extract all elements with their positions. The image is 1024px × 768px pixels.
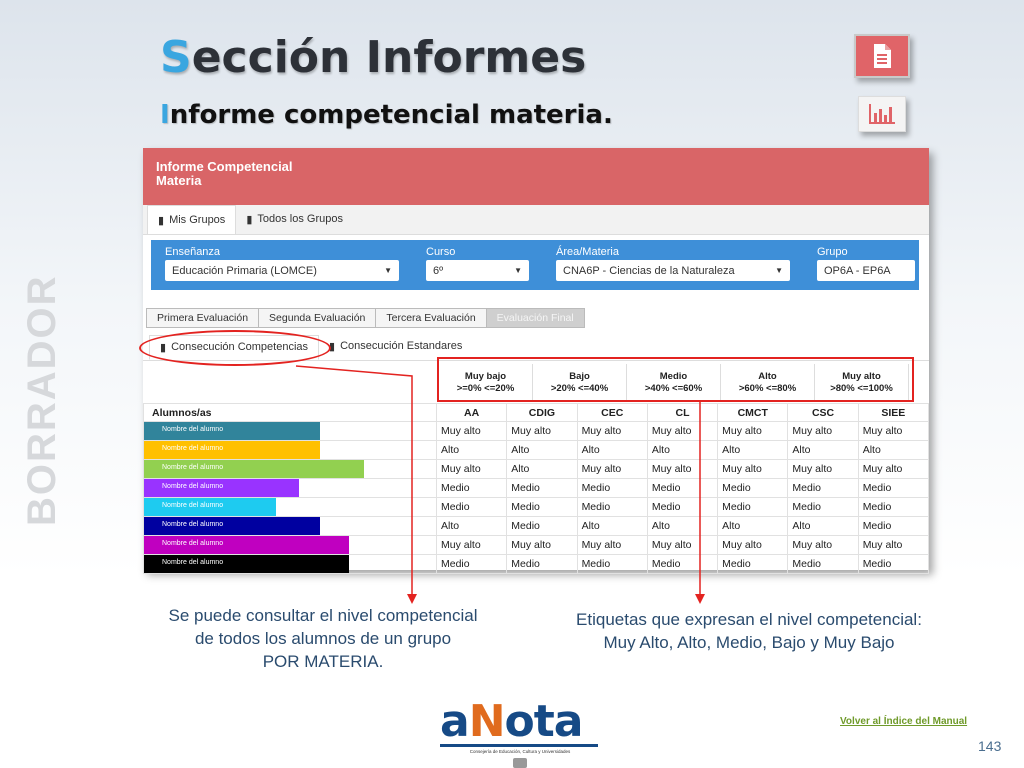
level-cell: Muy alto	[437, 460, 507, 479]
caret-down-icon: ▼	[775, 266, 783, 275]
caret-down-icon: ▼	[384, 266, 392, 275]
watermark: BORRADOR	[20, 274, 64, 526]
select-value: 6º	[433, 264, 444, 277]
level-cell: Medio	[718, 555, 788, 574]
level-cell: Medio	[507, 479, 577, 498]
level-cell: Muy alto	[437, 536, 507, 555]
logo-rest: ota	[504, 696, 583, 747]
level-cell: Medio	[858, 498, 928, 517]
level-name: Muy bajo	[464, 371, 507, 382]
tab-final-evaluation[interactable]: Evaluación Final	[486, 308, 585, 328]
arrow-left-head	[407, 594, 417, 604]
anota-logo	[440, 696, 600, 768]
competence-header: CDIG	[507, 404, 577, 422]
logo-wordmark	[440, 696, 600, 747]
level-cell: Medio	[788, 479, 858, 498]
title-initial: S	[160, 32, 192, 83]
student-name[interactable]: Nombre del alumno	[144, 460, 364, 478]
note-right-line2: Muy Alto, Alto, Medio, Bajo y Muy Bajo	[603, 633, 895, 652]
competence-header: AA	[437, 404, 507, 422]
level-cell: Muy alto	[647, 536, 717, 555]
select-value: OP6A - EP6A	[824, 264, 891, 277]
level-cell: Alto	[858, 441, 928, 460]
level-name: Alto	[758, 371, 777, 382]
filter-label: Enseñanza	[165, 246, 221, 258]
level-cell: Alto	[718, 517, 788, 536]
filter-label: Curso	[426, 246, 456, 258]
note-left	[128, 604, 518, 673]
page-number: 143	[978, 738, 1002, 754]
level-cell: Alto	[718, 441, 788, 460]
note-left-line3: POR MATERIA.	[262, 652, 384, 671]
note-right	[530, 608, 968, 654]
book-icon: ▮	[246, 214, 253, 226]
note-right-line1: Etiquetas que expresan el nivel competencial:	[576, 610, 922, 629]
level-range: >20% <=40%	[550, 383, 609, 394]
title-rest: ección Informes	[191, 32, 587, 83]
competence-header: CSC	[788, 404, 858, 422]
level-cell: Medio	[577, 479, 647, 498]
level-range: >60% <=80%	[738, 383, 797, 394]
level-cell: Medio	[437, 555, 507, 574]
competence-header: CEC	[577, 404, 647, 422]
students-header: Alumnos/as	[144, 404, 437, 422]
subtitle-initial: I	[160, 100, 170, 130]
level-cell: Muy alto	[577, 460, 647, 479]
level-cell: Muy alto	[788, 422, 858, 441]
book-icon: ▮	[160, 342, 167, 354]
level-cell: Medio	[577, 555, 647, 574]
level-cell: Muy alto	[858, 536, 928, 555]
student-name[interactable]: Nombre del alumno	[144, 479, 299, 497]
student-name[interactable]: Nombre del alumno	[144, 498, 276, 516]
level-cell: Alto	[788, 441, 858, 460]
tab-third-evaluation[interactable]: Tercera Evaluación	[375, 308, 486, 328]
level-cell: Medio	[647, 498, 717, 517]
student-name[interactable]: Nombre del alumno	[144, 441, 320, 459]
filter-label: Área/Materia	[556, 246, 619, 258]
level-cell: Muy alto	[507, 422, 577, 441]
level-cell: Alto	[577, 517, 647, 536]
logo-seal	[513, 758, 527, 768]
level-cell: Medio	[788, 498, 858, 517]
student-name[interactable]: Nombre del alumno	[144, 517, 320, 535]
level-cell: Muy alto	[437, 422, 507, 441]
level-cell: Medio	[507, 498, 577, 517]
level-cell: Medio	[858, 479, 928, 498]
student-name[interactable]: Nombre del alumno	[144, 536, 349, 554]
logo-subtitle: Consejería de Educación, Cultura y Universidades	[469, 749, 571, 754]
back-to-index-link[interactable]: Volver al Índice del Manual	[840, 716, 968, 727]
book-icon: ▮	[329, 341, 336, 353]
arrow-right-head	[695, 594, 705, 604]
note-left-line2: de todos los alumnos de un grupo	[194, 629, 452, 648]
book-icon: ▮	[158, 215, 165, 227]
level-cell: Medio	[437, 498, 507, 517]
caret-down-icon: ▼	[514, 266, 522, 275]
level-cell: Muy alto	[577, 536, 647, 555]
level-cell: Muy alto	[577, 422, 647, 441]
level-cell: Alto	[507, 460, 577, 479]
select-value: CNA6P - Ciencias de la Naturaleza	[563, 264, 735, 277]
level-cell: Medio	[858, 517, 928, 536]
tab-label: Todos los Grupos	[257, 213, 343, 225]
level-cell: Muy alto	[788, 536, 858, 555]
level-cell: Muy alto	[647, 460, 717, 479]
level-range: >40% <=60%	[644, 383, 703, 394]
level-cell: Muy alto	[858, 460, 928, 479]
level-cell: Muy alto	[507, 536, 577, 555]
student-name[interactable]: Nombre del alumno	[144, 555, 349, 573]
logo-n: N	[468, 696, 505, 747]
logo-a: a	[440, 696, 469, 747]
level-range: >=0% <=20%	[456, 383, 515, 394]
tab-first-evaluation[interactable]: Primera Evaluación	[146, 308, 259, 328]
level-cell: Alto	[437, 441, 507, 460]
level-cell: Medio	[858, 555, 928, 574]
arrow-left	[296, 366, 412, 596]
competence-header: CL	[647, 404, 717, 422]
level-cell: Medio	[647, 479, 717, 498]
competence-header: CMCT	[718, 404, 788, 422]
level-name: Muy alto	[842, 371, 881, 382]
level-name: Medio	[659, 371, 688, 382]
subtitle-rest: nforme competencial materia.	[169, 100, 613, 130]
select-value: Educación Primaria (LOMCE)	[172, 264, 317, 277]
level-cell: Alto	[788, 517, 858, 536]
level-cell: Medio	[507, 517, 577, 536]
level-cell: Muy alto	[858, 422, 928, 441]
level-cell: Alto	[507, 441, 577, 460]
level-range: >80% <=100%	[830, 383, 893, 394]
student-name[interactable]: Nombre del alumno	[144, 422, 320, 440]
tab-label: Consecución Estandares	[340, 340, 463, 352]
panel-header-line1: Informe Competencial	[156, 159, 293, 174]
level-cell: Muy alto	[718, 422, 788, 441]
level-cell: Medio	[507, 555, 577, 574]
level-cell: Alto	[437, 517, 507, 536]
level-cell: Medio	[718, 479, 788, 498]
level-cell: Muy alto	[718, 536, 788, 555]
level-cell: Muy alto	[788, 460, 858, 479]
tab-second-evaluation[interactable]: Segunda Evaluación	[258, 308, 376, 328]
note-left-line1: Se puede consultar el nivel competencial	[168, 606, 478, 625]
level-cell: Medio	[647, 555, 717, 574]
panel-header-line2: Materia	[156, 173, 202, 188]
level-cell: Alto	[647, 441, 717, 460]
competence-header: SIEE	[858, 404, 928, 422]
level-cell: Muy alto	[718, 460, 788, 479]
level-cell: Medio	[577, 498, 647, 517]
tab-label: Consecución Competencias	[171, 341, 309, 353]
filter-label: Grupo	[817, 246, 848, 258]
level-cell: Medio	[788, 555, 858, 574]
level-cell: Medio	[437, 479, 507, 498]
level-cell: Alto	[647, 517, 717, 536]
level-cell: Muy alto	[647, 422, 717, 441]
level-name: Bajo	[569, 371, 590, 382]
level-cell: Alto	[577, 441, 647, 460]
level-cell: Medio	[718, 498, 788, 517]
tab-label: Mis Grupos	[169, 214, 226, 226]
